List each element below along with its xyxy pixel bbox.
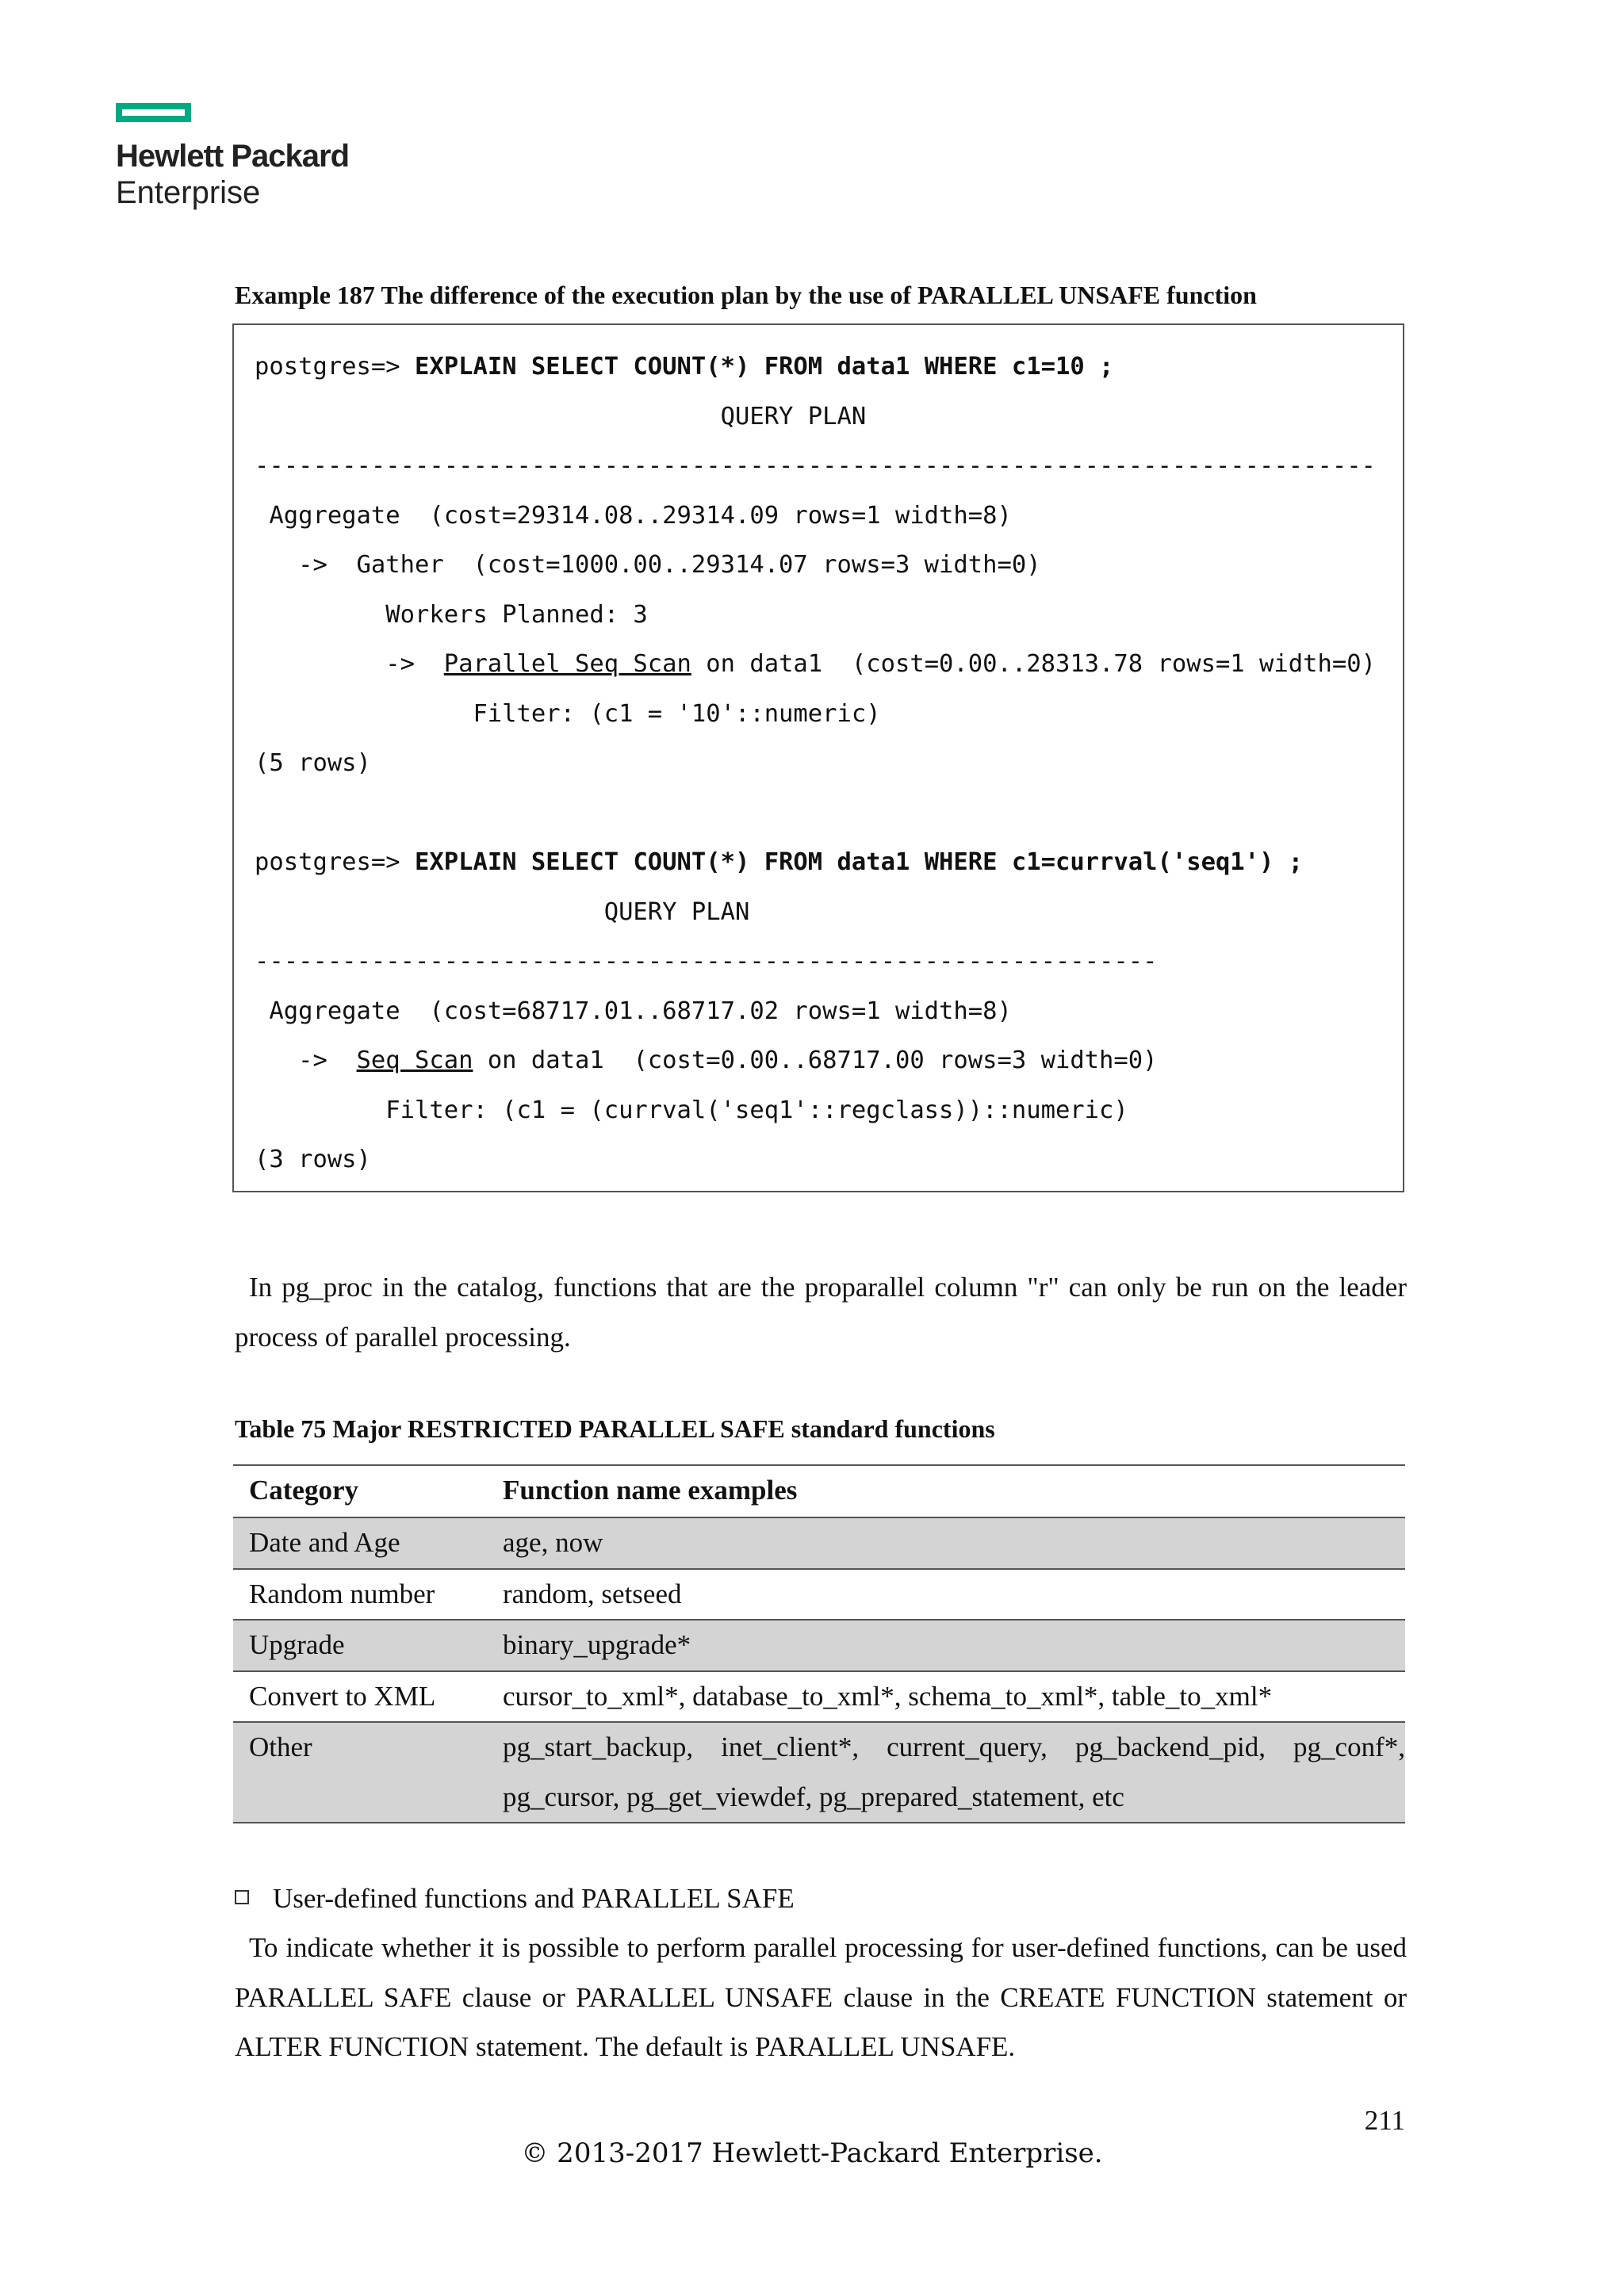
table-row — [233, 1671, 1405, 1723]
row-functions: age, now — [487, 1517, 1405, 1569]
row-category: Date and Age — [233, 1517, 487, 1569]
row-category: Random number — [233, 1569, 487, 1621]
logo-text-line1: Hewlett Packard — [116, 139, 350, 174]
code-plan-header-1: QUERY PLAN — [255, 402, 867, 430]
paragraph-user-defined: To indicate whether it is possible to perform parallel processing for user-defined functions, can be used PARALLEL SAFE clause or PARALLEL UNSAFE clause in the CREATE FUNCTION statement or ALTER FUNCTION statement. The default is PARALLEL UNSAFE. — [235, 1932, 1407, 2062]
row-functions-line2: pg_cursor, pg_get_viewdef, pg_prepared_statement, etc — [503, 1781, 1124, 1812]
row-functions: random, setseed — [487, 1569, 1405, 1621]
table-caption: Table 75 Major RESTRICTED PARALLEL SAFE standard functions — [235, 1414, 995, 1443]
row-functions: binary_upgrade* — [487, 1620, 1405, 1671]
parallel-seq-scan-term: Parallel Seq Scan — [443, 650, 691, 678]
table-row — [233, 1620, 1405, 1671]
code-rows-1: (5 rows) — [255, 749, 371, 777]
code-plan1-line1: Aggregate (cost=29314.08..29314.09 rows=1 width=8) — [255, 501, 1012, 530]
code-plan2-line2-suffix: on data1 (cost=0.00..68717.00 rows=3 width=0) — [473, 1047, 1158, 1074]
code-plan2-line2-prefix: -> — [255, 1047, 357, 1074]
header-category: Category — [233, 1465, 487, 1517]
row-category: Convert to XML — [233, 1671, 487, 1723]
code-rows-2: (3 rows) — [255, 1146, 371, 1173]
code-prompt: postgres=> — [255, 353, 415, 381]
code-separator-2: -------------------------------------------------------------- — [255, 947, 1158, 975]
code-plan1-line3: Workers Planned: 3 — [255, 600, 648, 629]
code-plan1-line4-prefix: -> — [255, 650, 444, 678]
functions-table — [233, 1464, 1405, 1823]
table-row — [233, 1722, 1405, 1823]
code-plan1-line2: -> Gather (cost=1000.00..29314.07 rows=3 width=0) — [255, 551, 1041, 579]
row-category: Upgrade — [233, 1620, 487, 1671]
seq-scan-term: Seq Scan — [356, 1047, 473, 1074]
header-function-names: Function name examples — [487, 1465, 1405, 1517]
row-functions-line1: pg_start_backup, inet_client*, current_query, pg_backend_pid, pg_conf*, — [503, 1732, 1405, 1762]
hpe-logo — [116, 103, 349, 211]
code-plan-header-2: QUERY PLAN — [255, 897, 750, 926]
code-query-2: EXPLAIN SELECT COUNT(*) FROM data1 WHERE c1=currval('seq1') ; — [415, 848, 1304, 876]
code-plan1-line4-suffix: on data1 (cost=0.00..28313.78 rows=1 width=0) — [691, 650, 1376, 678]
code-plan2-line3: Filter: (c1 = (currval('seq1'::regclass))::numeric) — [255, 1096, 1128, 1124]
bullet-heading — [235, 1874, 795, 1924]
page-number: 211 — [1364, 2105, 1405, 2136]
row-category: Other — [233, 1722, 487, 1823]
code-plan1-line5: Filter: (c1 = '10'::numeric) — [255, 699, 881, 728]
row-functions: cursor_to_xml*, database_to_xml*, schema_to_xml*, table_to_xml* — [487, 1671, 1405, 1723]
hpe-logo-mark — [116, 103, 191, 122]
table-header-row — [233, 1465, 1405, 1517]
table-row — [233, 1569, 1405, 1621]
row-functions — [487, 1722, 1405, 1823]
code-prompt-2: postgres=> — [255, 848, 415, 876]
example-caption: Example 187 The difference of the execution plan by the use of PARALLEL UNSAFE function — [235, 281, 1257, 309]
code-query-1: EXPLAIN SELECT COUNT(*) FROM data1 WHERE c1=10 ; — [415, 353, 1114, 381]
table-row — [233, 1517, 1405, 1569]
paragraph-proparallel: In pg_proc in the catalog, functions that are the proparallel column "r" can only be run on the leader process of parallel processing. — [235, 1272, 1407, 1353]
footer-copyright: © 2013-2017 Hewlett-Packard Enterprise. — [521, 2137, 1103, 2169]
logo-text-line2: Enterprise — [116, 175, 261, 210]
code-plan2-line1: Aggregate (cost=68717.01..68717.02 rows=1 width=8) — [255, 997, 1012, 1025]
code-listing — [255, 342, 1376, 1185]
code-separator-1: ----------------------------------------------------------------------------- — [255, 452, 1376, 480]
bullet-text: User-defined functions and PARALLEL SAFE — [273, 1883, 795, 1914]
square-bullet-icon — [235, 1890, 249, 1904]
code-block — [232, 323, 1404, 1192]
